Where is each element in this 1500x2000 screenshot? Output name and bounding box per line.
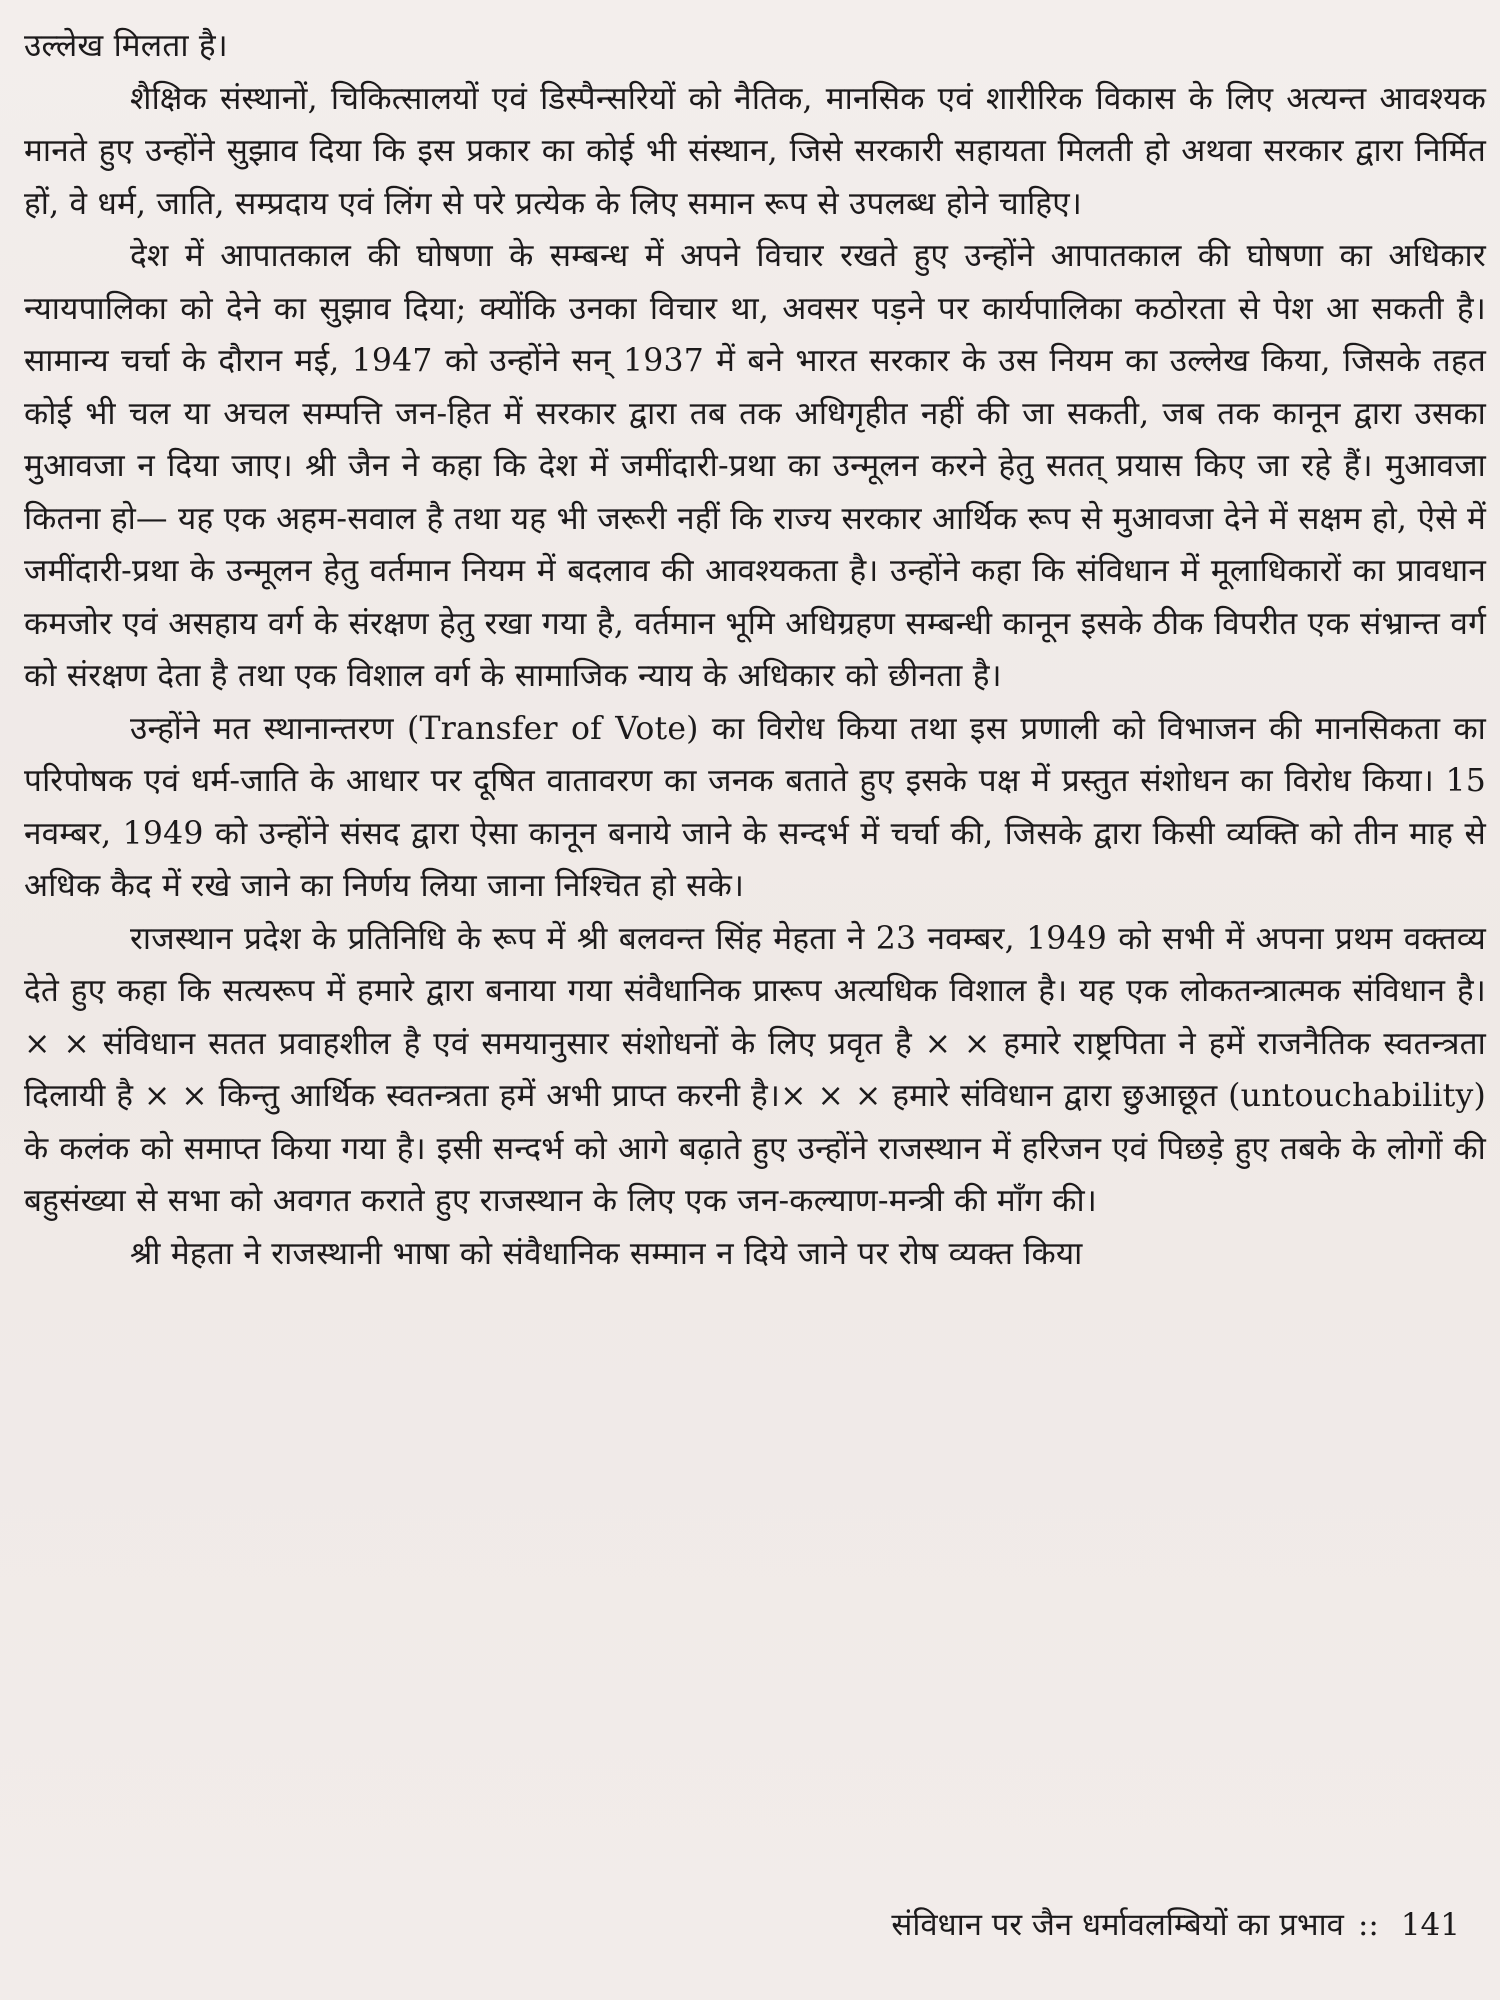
paragraph-3: देश में आपातकाल की घोषणा के सम्बन्ध में अपने विचार रखते हुए उन्होंने आपातकाल की घोषणा का अधिकार न्यायपालिका को देने का सुझाव दिया; क्योंकि उनका विचार था, अवसर पड़ने पर कार्यपालिका कठोरता से पेश आ सकती है। सामान्य चर्चा के दौरान मई, 1947 को उन्होंने सन् 1937 में बने भारत सरकार के उस नियम का उल्लेख किया, जिसके तहत कोई भी चल या अचल सम्पत्ति जन-हित में सरकार द्वारा तब तक अधिगृहीत नहीं की जा सकती, जब तक कानून द्वारा उसका मुआवजा न दिया जाए। श्री जैन ने कहा कि देश में जमींदारी-प्रथा का उन्मूलन करने हेतु सतत् प्रयास किए जा रहे हैं। मुआवजा कितना हो— यह एक अहम-सवाल है तथा यह भी जरूरी नहीं कि राज्य सरकार आर्थिक रूप से मुआवजा देने में सक्षम हो, ऐसे में जमींदारी-प्रथा के उन्मूलन हेतु वर्तमान नियम में बदलाव की आवश्यकता है। उन्होंने कहा कि संविधान में मूलाधिकारों का प्रावधान कमजोर एवं असहाय वर्ग के संरक्षण हेतु रखा गया है, वर्तमान भूमि अधिग्रहण सम्बन्धी कानून इसके ठीक विपरीत एक संभ्रान्त वर्ग को संरक्षण देता है तथा एक विशाल वर्ग के सामाजिक न्याय के अधिकार को छीनता है। xyxy=(24,238,1486,694)
paragraph-2: शैक्षिक संस्थानों, चिकित्सालयों एवं डिस्पैन्सरियों को नैतिक, मानसिक एवं शारीरिक विकास के लिए अत्यन्त आवश्यक मानते हुए उन्होंने सुझाव दिया कि इस प्रकार का कोई भी संस्थान, जिसे सरकारी सहायता मिलती हो अथवा सरकार द्वारा निर्मित हों, वे धर्म, जाति, सम्प्रदाय एवं लिंग से परे प्रत्येक के लिए समान रूप से उपलब्ध होने चाहिए। xyxy=(24,80,1486,222)
body-text xyxy=(24,20,1486,1280)
running-title: संविधान पर जैन धर्मावलम्बियों का प्रभाव xyxy=(891,1907,1344,1943)
paragraph-1: उल्लेख मिलता है। xyxy=(24,28,228,64)
page-number: 141 xyxy=(1400,1907,1460,1943)
paragraph-5: राजस्थान प्रदेश के प्रतिनिधि के रूप में श्री बलवन्त सिंह मेहता ने 23 नवम्बर, 1949 को सभी में अपना प्रथम वक्तव्य देते हुए कहा कि सत्यरूप में हमारे द्वारा बनाया गया संवैधानिक प्रारूप अत्यधिक विशाल है। यह एक लोकतन्त्रात्मक संविधान है। × × संविधान सतत प्रवाहशील है एवं समयानुसार संशोधनों के लिए प्रवृत है × × हमारे राष्ट्रपिता ने हमें राजनैतिक स्वतन्त्रता दिलायी है × × किन्तु आर्थिक स्वतन्त्रता हमें अभी प्राप्त करनी है।× × × हमारे संविधान द्वारा छुआछूत (untouchability) के कलंक को समाप्त किया गया है। इसी सन्दर्भ को आगे बढ़ाते हुए उन्होंने राजस्थान में हरिजन एवं पिछड़े हुए तबके के लोगों की बहुसंख्या से सभा को अवगत कराते हुए राजस्थान के लिए एक जन-कल्याण-मन्त्री की माँग की। xyxy=(24,920,1486,1219)
page-footer xyxy=(891,1905,1460,1945)
paragraph-6: श्री मेहता ने राजस्थानी भाषा को संवैधानिक सम्मान न दिये जाने पर रोष व्यक्त किया xyxy=(130,1235,1083,1272)
paragraph-4: उन्होंने मत स्थानान्तरण (Transfer of Vote) का विरोध किया तथा इस प्रणाली को विभाजन की मानसिकता का परिपोषक एवं धर्म-जाति के आधार पर दूषित वातावरण का जनक बताते हुए इसके पक्ष में प्रस्तुत संशोधन का विरोध किया। 15 नवम्बर, 1949 को उन्होंने संसद द्वारा ऐसा कानून बनाये जाने के सन्दर्भ में चर्चा की, जिसके द्वारा किसी व्यक्ति को तीन माह से अधिक कैद में रखे जाने का निर्णय लिया जाना निश्चित हो सके। xyxy=(24,710,1486,904)
footer-separator: :: xyxy=(1357,1907,1379,1943)
